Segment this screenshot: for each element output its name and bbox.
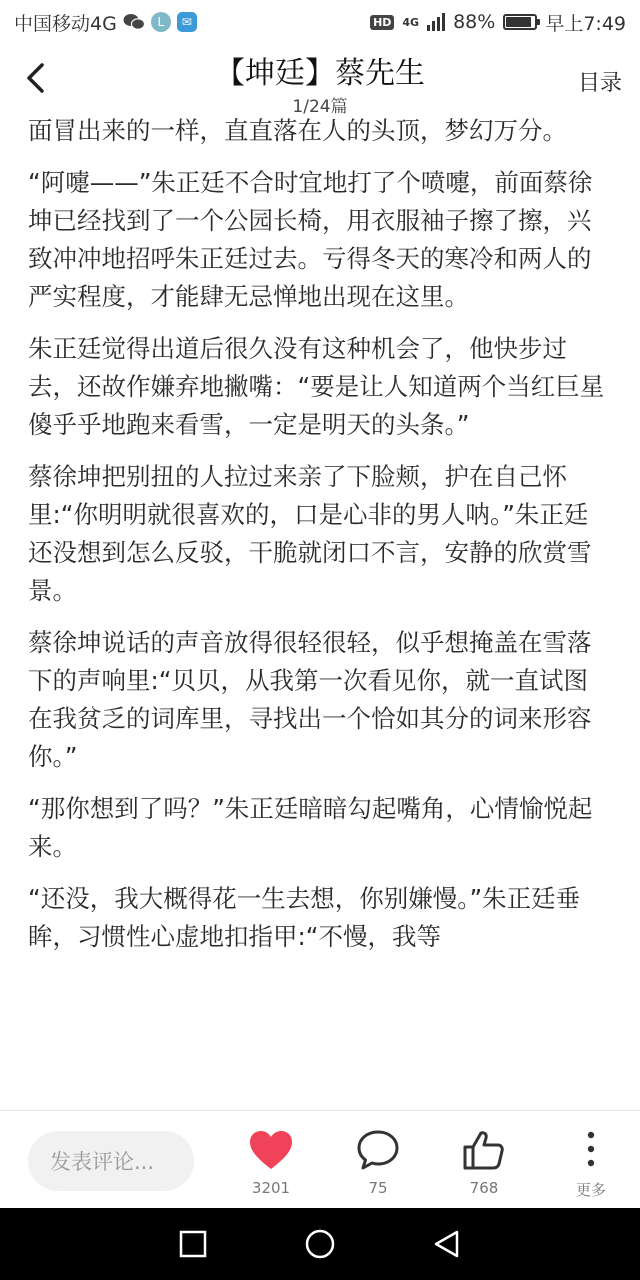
- thumb-up-count: 768: [469, 1179, 499, 1197]
- article-paragraph: “还没，我大概得花一生去想，你别嫌慢。”朱正廷垂眸，习惯性心虚地扣指甲:“不慢，我等: [28, 884, 581, 951]
- comment-bubble-icon: [355, 1129, 401, 1171]
- recent-apps-icon[interactable]: [178, 1229, 208, 1259]
- article-paragraph: 蔡徐坤说话的声音放得很轻很轻，似乎想掩盖在雪落下的声响里:“贝贝，从我第一次看见你，就一直试图在我贫乏的词库里，寻找出一个恰如其分的词来形容你。”: [28, 628, 592, 771]
- battery-percent: 88%: [453, 11, 496, 33]
- like-button[interactable]: [236, 1129, 306, 1197]
- article-paragraph: 蔡徐坤把别扭的人拉过来亲了下脸颊，护在自己怀里:“你明明就很喜欢的，口是心非的男人呐。”朱正廷还没想到怎么反驳，干脆就闭口不言，安静的欣赏雪景。: [28, 462, 592, 605]
- status-bar: [0, 0, 640, 44]
- bottom-toolbar: [0, 1110, 640, 1208]
- battery-fill: [506, 17, 531, 27]
- clock: 早上7:49: [545, 12, 626, 35]
- thumb-up-icon: [461, 1129, 507, 1171]
- article-paragraph: 面冒出来的一样，直直落在人的头顶，梦幻万分。: [28, 116, 567, 145]
- wechat-icon: [123, 13, 145, 31]
- back-nav-icon[interactable]: [432, 1229, 462, 1259]
- article-body: [28, 112, 612, 1110]
- battery-icon: [503, 14, 537, 30]
- article-paragraph: “那你想到了吗？”朱正廷暗暗勾起嘴角，心情愉悦起来。: [28, 794, 593, 861]
- heart-icon: [248, 1129, 294, 1171]
- home-icon[interactable]: [304, 1228, 336, 1260]
- signal-icon: [427, 13, 445, 31]
- reader-header: [0, 44, 640, 116]
- article-paragraph: “阿嚏——”朱正廷不合时宜地打了个喷嚏，前面蔡徐坤已经找到了一个公园长椅，用衣服袖子擦了擦，兴致冲冲地招呼朱正廷过去。亏得冬天的寒冷和两人的严实程度，才能肆无忌惮地出现在这里。: [28, 168, 593, 311]
- chapter-indicator: 1/24篇: [292, 97, 348, 117]
- like-count: 3201: [251, 1179, 291, 1197]
- comment-count: 75: [368, 1179, 388, 1197]
- comment-button[interactable]: [343, 1129, 413, 1197]
- thumb-up-button[interactable]: [449, 1129, 519, 1197]
- more-vertical-icon: [568, 1129, 614, 1171]
- system-nav-bar: [0, 1208, 640, 1280]
- more-label: 更多: [575, 1181, 606, 1199]
- comment-input[interactable]: 发表评论...: [28, 1131, 194, 1191]
- network-type-label: 4G: [402, 15, 420, 29]
- article-paragraph: 朱正廷觉得出道后很久没有这种机会了，他快步过去，还故作嫌弃地撇嘴：“要是让人知道两个当红巨星傻乎乎地跑来看雪，一定是明天的头条。”: [28, 334, 605, 439]
- page-title: 【坤廷】蔡先生: [215, 56, 425, 91]
- hd-icon: HD: [370, 15, 394, 30]
- carrier-label: 中国移动4G: [14, 12, 117, 35]
- app-notification-icon: L: [151, 12, 171, 32]
- more-button[interactable]: [556, 1129, 626, 1200]
- app-notification-square-icon: ✉: [177, 12, 197, 32]
- catalog-button[interactable]: 目录: [577, 71, 622, 96]
